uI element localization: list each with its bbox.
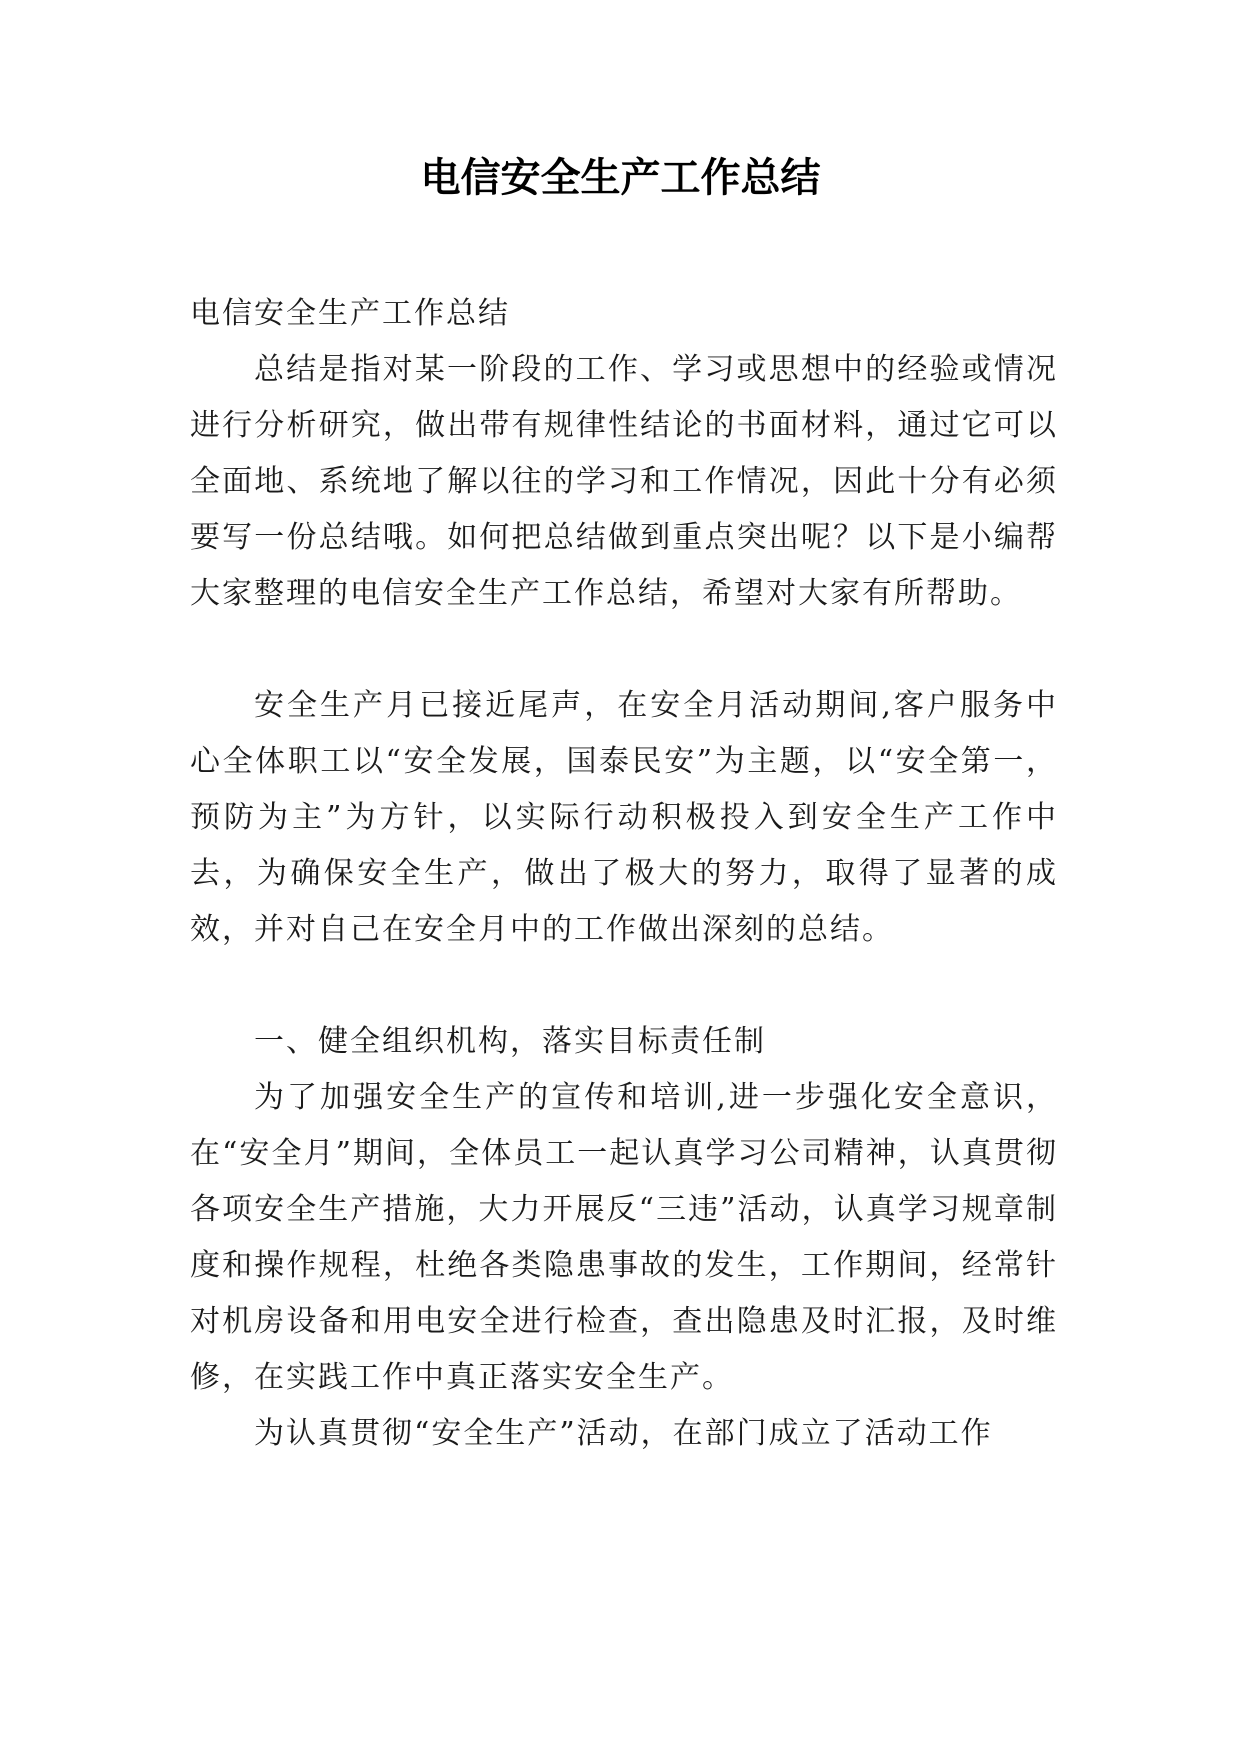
paragraph-intro: 总结是指对某一阶段的工作、学习或思想中的经验或情况进行分析研究，做出带有规律性结论的书面材料，通过它可以全面地、系统地了解以往的学习和工作情况，因此十分有必须要写一份总结哦。如何把总结做到重点突出呢？以下是小编帮大家整理的电信安全生产工作总结，希望对大家有所帮助。 (190, 352, 1058, 611)
document-subtitle: 电信安全生产工作总结 (190, 296, 510, 331)
document-title: 电信安全生产工作总结 (420, 155, 821, 201)
paragraph-training: 为了加强安全生产的宣传和培训,进一步强化安全意识，在“安全月”期间，全体员工一起认真学习公司精神，认真贯彻各项安全生产措施，大力开展反“三违”活动，认真学习规章制度和操作规程，杜绝各类隐患事故的发生，工作期间，经常针对机房设备和用电安全进行检查，查出隐患及时汇报，及时维修，在实践工作中真正落实安全生产。 (190, 1080, 1058, 1395)
paragraph-activity: 为认真贯彻“安全生产”活动，在部门成立了活动工作 (254, 1416, 993, 1451)
document-body (190, 286, 1058, 1462)
section-heading-organization: 一、健全组织机构，落实目标责任制 (254, 1024, 766, 1059)
paragraph-safety-month: 安全生产月已接近尾声，在安全月活动期间,客户服务中心全体职工以“安全发展，国泰民安”为主题，以“安全第一，预防为主”为方针，以实际行动积极投入到安全生产工作中去，为确保安全生产，做出了极大的努力，取得了显著的成效，并对自己在安全月中的工作做出深刻的总结。 (190, 688, 1058, 947)
